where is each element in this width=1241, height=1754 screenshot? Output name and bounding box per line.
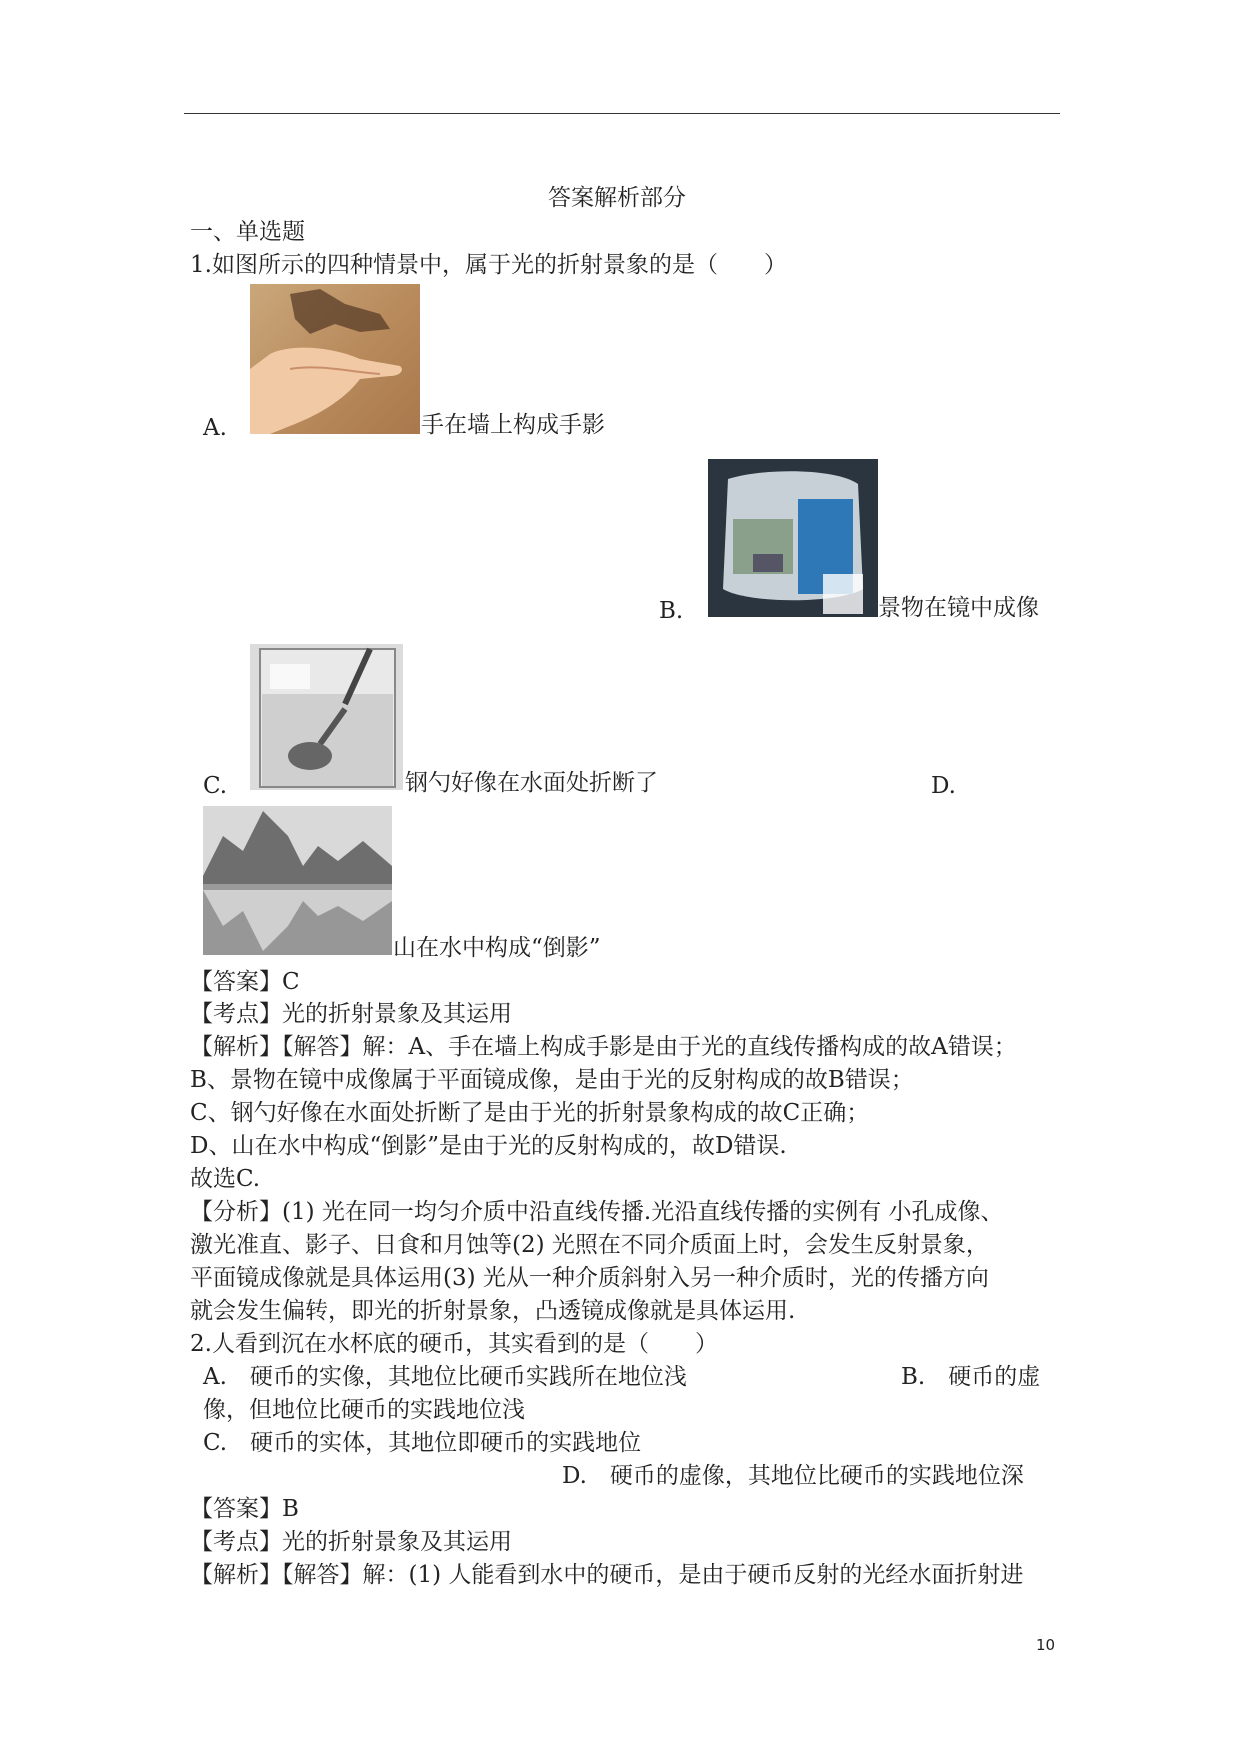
- q1-point: 【考点】光的折射景象及其运用: [190, 1001, 512, 1027]
- q2-stem: 2.人看到沉在水杯底的硬币，其实看到的是（ ）: [190, 1331, 718, 1357]
- option-c-letter: C.: [203, 773, 228, 799]
- option-a-caption: 手在墙上构成手影: [421, 412, 605, 438]
- q2-option-b: B. 硬币的虚: [901, 1364, 1041, 1390]
- option-a-letter: A.: [203, 415, 227, 441]
- hand-shadow-image: [250, 284, 420, 434]
- q2-point: 【考点】光的折射景象及其运用: [190, 1529, 512, 1555]
- mirror-image: [708, 459, 878, 617]
- q2-answer: 【答案】B: [190, 1496, 299, 1522]
- q1-analysis-line: D、山在水中构成“倒影”是由于光的反射构成的，故D错误.: [190, 1133, 787, 1159]
- q1-analysis-line: 故选C.: [190, 1166, 261, 1192]
- option-b-letter: B.: [659, 598, 684, 624]
- q1-analysis-line: 激光准直、影子、日食和月蚀等(2) 光照在不同介质面上时，会发生反射景象，: [190, 1232, 989, 1258]
- option-c-caption: 钢勺好像在水面处折断了: [405, 770, 658, 796]
- q1-analysis-line: 就会发生偏转，即光的折射景象，凸透镜成像就是具体运用.: [190, 1298, 796, 1324]
- spoon-in-glass-image: [250, 644, 403, 790]
- option-d-caption: 山在水中构成“倒影”: [393, 935, 601, 961]
- header-rule: [184, 113, 1060, 114]
- q2-option-b-cont: 像，但地位比硬币的实践地位浅: [203, 1397, 525, 1423]
- q1-analysis-line: B、景物在镜中成像属于平面镜成像，是由于光的反射构成的故B错误；: [190, 1067, 914, 1093]
- q1-analysis-line: 【解析】【解答】解：A、手在墙上构成手影是由于光的直线传播构成的故A错误；: [190, 1034, 1017, 1060]
- q2-option-a: A. 硬币的实像，其地位比硬币实践所在地位浅: [203, 1364, 687, 1390]
- q1-analysis-line: 平面镜成像就是具体运用(3) 光从一种介质斜射入另一种介质时，光的传播方向: [190, 1265, 989, 1291]
- q1-analysis-line: 【分析】(1) 光在同一均匀介质中沿直线传播.光沿直线传播的实例有 小孔成像、: [190, 1199, 1004, 1225]
- page-title: 答案解析部分: [548, 185, 686, 211]
- q1-stem: 1.如图所示的四种情景中，属于光的折射景象的是（ ）: [190, 252, 787, 278]
- option-b-caption: 景物在镜中成像: [878, 595, 1039, 621]
- q1-answer: 【答案】C: [190, 969, 300, 995]
- option-d-letter: D.: [931, 773, 956, 799]
- mountain-reflection-image: [203, 806, 392, 955]
- page-number: 10: [1036, 1636, 1056, 1654]
- q1-analysis-line: C、钢勺好像在水面处折断了是由于光的折射景象构成的故C正确；: [190, 1100, 870, 1126]
- q2-option-c: C. 硬币的实体，其地位即硬币的实践地位: [203, 1430, 642, 1456]
- section-title: 一、单选题: [190, 219, 305, 245]
- q2-option-d: D. 硬币的虚像，其地位比硬币的实践地位深: [562, 1463, 1024, 1489]
- q2-analysis-line: 【解析】【解答】解：(1) 人能看到水中的硬币，是由于硬币反射的光经水面折射进: [190, 1562, 1024, 1588]
